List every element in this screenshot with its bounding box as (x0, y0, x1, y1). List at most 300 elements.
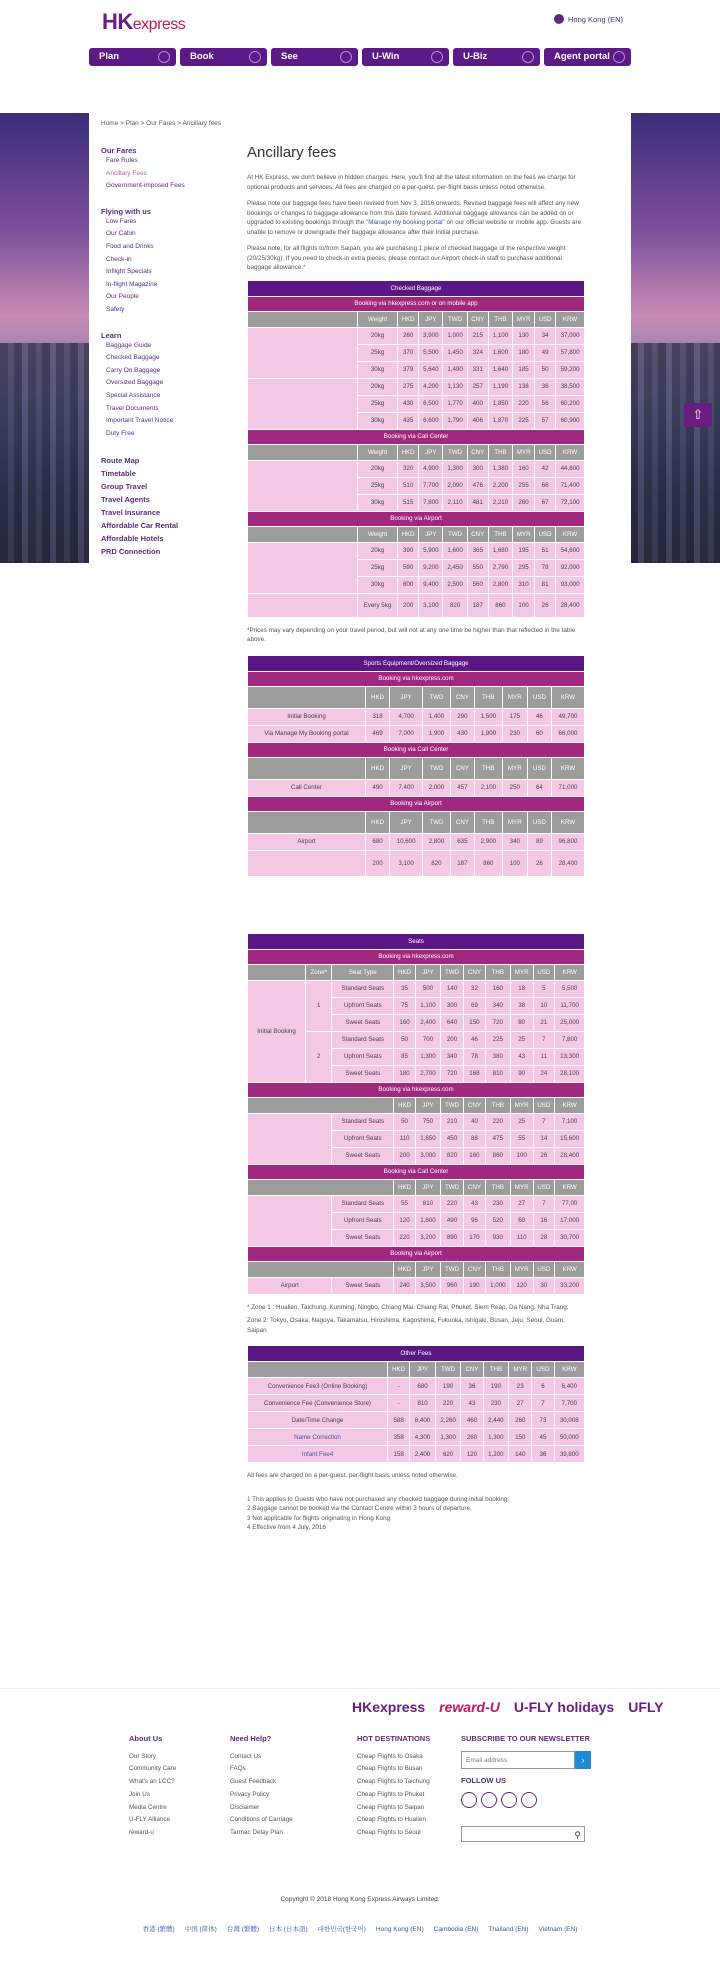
footer-link[interactable]: Contact Us (230, 1752, 262, 1760)
table-cell (248, 1362, 388, 1378)
sidebar-item[interactable]: Oversized Baggage (106, 379, 164, 387)
table-cell (248, 593, 358, 617)
sidebar-item[interactable]: Baggage Guide (106, 341, 152, 349)
table-cell: Booking via Airport (248, 796, 585, 811)
table-cell: TWD (423, 811, 451, 833)
table-cell: 5,500 (419, 344, 443, 361)
table-cell: 220 (485, 1113, 510, 1130)
table-cell: MYR (509, 1362, 532, 1378)
sidebar-item[interactable]: Inflight Specials (106, 268, 152, 276)
about-column: About Us Our Story Community Care What's an LCC? Join Us Media Centre U-FLY Alliance reward-u (129, 1733, 176, 1840)
breadcrumb: Home > Plan > Our Fares > Ancillary fees (101, 120, 222, 127)
destinations-column: HOT DESTINATIONS Cheap Flights to Osaka Cheap Flights to Busan Cheap Flights to Taichung Cheap Flights to Phuket Cheap Flights to Saipan Cheap Flights to Hualien Cheap Flights to Seoul (357, 1733, 430, 1840)
table-cell: TWD (443, 526, 467, 542)
table-cell: 1,100 (415, 997, 440, 1014)
table-cell: 9,200 (419, 559, 443, 576)
table-cell: CNY (467, 311, 488, 327)
table-cell: 28,100 (555, 1065, 585, 1082)
table-cell: 320 (398, 460, 419, 477)
table-cell: 820 (440, 1147, 463, 1164)
table-cell (248, 327, 358, 378)
table-row (248, 1195, 585, 1212)
table-cell: 50 (394, 1031, 416, 1048)
table-cell: KRW (552, 811, 585, 833)
table-cell: 36 (535, 378, 556, 395)
footer-link[interactable]: Cheap Flights to Busan (357, 1765, 423, 1773)
table-cell: 25kg (358, 559, 398, 576)
table-cell: 230 (483, 1395, 509, 1412)
table-cell: 160 (513, 460, 535, 477)
table-cell: 43 (461, 1395, 483, 1412)
language-link[interactable]: Thailand (EN) (488, 1926, 529, 1933)
footer-search-input[interactable] (461, 1826, 585, 1842)
search-icon[interactable]: ⚲ (574, 1830, 581, 1841)
footer-link[interactable]: Cheap Flights to Saipan (357, 1803, 425, 1811)
table-row (248, 811, 585, 833)
language-link[interactable]: 台灣 (繁體) (226, 1926, 259, 1933)
table-cell: Upfront Seats (332, 1048, 394, 1065)
table-cell: USD (533, 1097, 555, 1113)
table-cell (248, 526, 358, 542)
table-cell: 88 (464, 1130, 486, 1147)
table-cell: 300 (467, 460, 488, 477)
sidebar-item[interactable]: Travel Insurance (101, 508, 161, 518)
table-cell: 57,800 (556, 344, 585, 361)
sidebar-item[interactable]: Duty Free (106, 429, 135, 437)
table-cell: 810 (410, 1395, 436, 1412)
table-cell: 30,700 (555, 1229, 585, 1246)
table-cell: 45 (532, 1429, 554, 1446)
table-cell: 66,000 (552, 725, 585, 742)
table-cell: Standard Seats (332, 1031, 394, 1048)
table-cell: CNY (450, 686, 474, 708)
hkexpress-logo[interactable]: HKexpress (102, 9, 186, 34)
footnote: 1 This applies to Guests who have not purchased any checked baggage during initial booking. (247, 1495, 510, 1503)
table-cell: 50 (535, 361, 556, 378)
table-row (248, 833, 585, 850)
table-cell: 28,400 (556, 593, 585, 617)
sidebar-item[interactable]: Affordable Car Rental (101, 521, 179, 531)
nav-book[interactable]: Book (180, 48, 267, 66)
language-link[interactable]: 日本 (日本語) (268, 1926, 308, 1933)
table-cell: MYR (510, 1261, 533, 1277)
table-cell: Initial Booking (248, 708, 366, 725)
sidebar-item[interactable]: Our People (106, 293, 139, 301)
table-cell: 36 (532, 1446, 554, 1463)
table-cell: THB (485, 1179, 510, 1195)
footer-logo[interactable]: reward-U (439, 1699, 500, 1715)
table-cell: 49,700 (552, 708, 585, 725)
table-cell: 60 (527, 725, 551, 742)
table-cell: 21 (533, 1014, 555, 1031)
table-cell: 680 (366, 833, 390, 850)
table-cell: JPY (419, 526, 443, 542)
table-cell: 43 (464, 1195, 486, 1212)
table-cell: 37,000 (556, 327, 585, 344)
table-cell: 7 (533, 1113, 555, 1130)
table-cell: CNY (450, 757, 474, 779)
table-cell: JPY (415, 964, 440, 980)
wechat-icon[interactable] (521, 1792, 537, 1808)
table-cell: THB (488, 526, 512, 542)
all-fees-note: All fees are charged on a per-guest, per-flight basis unless noted otherwise. (247, 1472, 458, 1479)
sidebar-item[interactable]: Food and Drinks (106, 242, 154, 250)
sidebar-item[interactable]: Check-in (106, 255, 132, 263)
facebook-icon[interactable] (461, 1792, 477, 1808)
table-cell: 220 (440, 1195, 463, 1212)
table-row (248, 1346, 585, 1362)
table-cell: 38 (510, 997, 533, 1014)
sidebar-heading-our-fares[interactable]: Our Fares (101, 146, 137, 155)
language-links (0, 1924, 720, 1933)
table-cell: MYR (510, 1179, 533, 1195)
table-row (248, 429, 585, 444)
sidebar-item[interactable]: Timetable (101, 469, 136, 479)
table-cell: 100 (513, 593, 535, 617)
table-cell: 230 (502, 725, 527, 742)
table-cell: 1,500 (474, 708, 502, 725)
table-cell: Other Fees (248, 1346, 585, 1362)
manage-booking-link[interactable]: "Manage my booking portal" (366, 219, 445, 226)
prices-note: *Prices may vary depending on your travel period, but will not at any one time be higher than that reflected in the table above. (247, 626, 576, 643)
table-cell: 200 (440, 1031, 463, 1048)
table-cell: Sweet Seats (332, 1014, 394, 1031)
table-cell: 9,400 (419, 576, 443, 593)
table-row (248, 1277, 585, 1294)
sidebar-item[interactable]: Ancillary Fees (106, 169, 147, 177)
language-link[interactable]: 대한민국(한국어) (317, 1926, 366, 1933)
table-cell: HKD (366, 757, 390, 779)
footer-link[interactable]: Cheap Flights to Taichung (357, 1778, 430, 1786)
table-cell: 93,000 (556, 576, 585, 593)
table-cell: 130 (513, 327, 535, 344)
table-cell: 25 (510, 1031, 533, 1048)
table-cell: TWD (440, 964, 463, 980)
table-cell: 635 (450, 833, 474, 850)
table-cell: TWD (423, 757, 451, 779)
table-cell: 168 (464, 1065, 486, 1082)
table-cell: 2 (306, 1031, 332, 1082)
table-cell: 170 (464, 1229, 486, 1246)
table-cell: 6,500 (419, 395, 443, 412)
table-cell: KRW (555, 964, 585, 980)
table-cell: 27 (510, 1195, 533, 1212)
sidebar-item[interactable]: Important Travel Notice (106, 417, 174, 425)
table-row (248, 686, 585, 708)
nav-u-win[interactable]: U-Win (362, 48, 449, 66)
table-cell: JPY (410, 1362, 436, 1378)
table-cell: 28,400 (555, 1147, 585, 1164)
table-cell: 310 (513, 576, 535, 593)
table-cell: TWD (443, 311, 467, 327)
table-cell: 5,900 (419, 542, 443, 559)
footer-link[interactable]: Cheap Flights to Osaka (357, 1752, 423, 1760)
table-cell: 481 (467, 494, 488, 511)
table-cell: 890 (440, 1229, 463, 1246)
main-content (247, 144, 585, 1533)
table-cell: 2,400 (415, 1014, 440, 1031)
main-nav (89, 48, 631, 66)
nav-icon (158, 51, 170, 63)
table-cell: 215 (467, 327, 488, 344)
sidebar-item[interactable]: Our Cabin (106, 230, 136, 238)
table-cell: 1,600 (488, 344, 512, 361)
table-cell: 7 (532, 1395, 554, 1412)
subscribe-button[interactable]: › (575, 1751, 591, 1769)
table-cell: 810 (415, 1195, 440, 1212)
sidebar-item[interactable]: Government-imposed Fees (106, 182, 185, 190)
table-cell: 120 (461, 1446, 483, 1463)
table-cell: 30kg (358, 494, 398, 511)
sidebar-item[interactable]: Travel Agents (101, 495, 150, 505)
table-cell[interactable]: Name Correction (248, 1429, 388, 1446)
table-row (248, 444, 585, 460)
table-cell (248, 1195, 332, 1246)
table-cell: 140 (440, 980, 463, 997)
weibo-icon[interactable] (501, 1792, 517, 1808)
table-cell: 6,600 (419, 412, 443, 429)
sidebar-item[interactable]: Group Travel (101, 482, 148, 492)
footer-link[interactable]: Cheap Flights to Seoul (357, 1828, 421, 1836)
table-cell: 1,190 (488, 378, 512, 395)
footer-link[interactable]: Cheap Flights to Hualien (357, 1816, 426, 1824)
footer-link[interactable]: Community Care (129, 1765, 177, 1773)
table-cell: KRW (552, 686, 585, 708)
table-cell: 30 (533, 1277, 555, 1294)
instagram-icon[interactable] (481, 1792, 497, 1808)
table-cell: 4,300 (410, 1429, 436, 1446)
footer-link[interactable]: Guest Feedback (230, 1778, 277, 1786)
table-cell: 460 (461, 1412, 483, 1429)
sidebar-item[interactable]: Affordable Hotels (101, 534, 164, 544)
footer-link[interactable]: Tarmac Delay Plan (230, 1828, 283, 1836)
footer-link[interactable]: Join Us (129, 1790, 150, 1798)
language-link[interactable]: Cambodia (EN) (433, 1926, 479, 1933)
table-cell: 510 (398, 477, 419, 494)
table-cell: HKD (394, 1179, 416, 1195)
table-cell: 2,800 (423, 833, 451, 850)
table-cell: Weight (358, 311, 398, 327)
table-cell: MYR (502, 811, 527, 833)
table-cell: 230 (485, 1195, 510, 1212)
table-cell: THB (485, 1097, 510, 1113)
table-cell: USD (533, 1261, 555, 1277)
table-cell: 5 (533, 980, 555, 997)
table-cell: MYR (513, 311, 535, 327)
table-cell: JPY (415, 1097, 440, 1113)
table-cell: 225 (485, 1031, 510, 1048)
table-cell: Standard Seats (332, 980, 394, 997)
table-cell: Booking via hkexpress.com (248, 671, 585, 686)
table-cell: KRW (556, 444, 585, 460)
language-selector[interactable]: Hong Kong (EN) (554, 14, 623, 24)
table-cell: 2,210 (488, 494, 512, 511)
table-cell: Date/Time Change (248, 1412, 388, 1429)
table-row (248, 980, 585, 997)
table-cell: USD (533, 964, 555, 980)
table-cell: 71,000 (552, 779, 585, 796)
table-cell: 55 (510, 1130, 533, 1147)
footer-link[interactable]: U-FLY Alliance (129, 1816, 171, 1824)
table-cell (248, 964, 306, 980)
table-row (248, 757, 585, 779)
table-cell: 4,200 (419, 378, 443, 395)
table-cell: 7 (533, 1195, 555, 1212)
nav-agent-portal[interactable]: Agent portal (544, 48, 631, 66)
table-row (248, 542, 585, 559)
table-cell (248, 850, 366, 876)
table-cell: 56 (535, 395, 556, 412)
sidebar-heading-flying[interactable]: Flying with us (101, 206, 151, 216)
table-cell: 3,100 (419, 593, 443, 617)
table-cell: 78 (464, 1048, 486, 1065)
table-cell: 1,600 (443, 542, 467, 559)
table-cell: 54,600 (556, 542, 585, 559)
table-cell: 1,900 (423, 725, 451, 742)
table-row (248, 327, 585, 344)
table-cell: 3,900 (419, 327, 443, 344)
footer-link[interactable]: FAQs (230, 1765, 246, 1773)
table-cell: 600 (398, 576, 419, 593)
footer-link[interactable]: Disclaimer (230, 1803, 260, 1811)
sidebar-item[interactable]: Checked Baggage (106, 354, 160, 362)
table-cell: USD (535, 444, 556, 460)
table-cell: 810 (485, 1065, 510, 1082)
table-cell: 120 (510, 1277, 533, 1294)
nav-icon (522, 51, 534, 63)
table-cell: 7,700 (554, 1395, 584, 1412)
table-cell: Call Center (248, 779, 366, 796)
table-cell: - (388, 1378, 410, 1395)
table-cell: 1,870 (488, 412, 512, 429)
sidebar-heading-learn[interactable]: Learn (101, 330, 122, 340)
nav-icon (431, 51, 443, 63)
table-cell: 23 (509, 1378, 532, 1395)
footer-logo[interactable]: HKexpress (352, 1699, 426, 1715)
scroll-top-button[interactable]: ⇧ (684, 403, 712, 427)
table-cell: KRW (556, 526, 585, 542)
table-row (248, 708, 585, 725)
intro-paragraph: At HK Express, we don't believe in hidden charges. Here, you'll find all the latest information on the fees we charge for optional products and services. All fees are charged on a per-guest, per-flight basis unless noted otherwise. (247, 174, 576, 191)
seats-table (247, 933, 585, 1295)
table-cell (248, 444, 358, 460)
table-cell: MYR (513, 526, 535, 542)
table-cell: 370 (398, 344, 419, 361)
footer-logo[interactable]: U-FLY holidays (513, 1699, 615, 1715)
sidebar-item[interactable]: In-flight Magazine (106, 280, 158, 288)
nav-u-biz[interactable]: U-Biz (453, 48, 540, 66)
email-input[interactable]: Email address (461, 1751, 575, 1769)
table-cell: Booking via Call Center (248, 1164, 585, 1179)
footer-link[interactable]: Conditions of Carriage (230, 1816, 293, 1824)
other-fees-table (247, 1345, 585, 1463)
table-cell: JPY (419, 311, 443, 327)
table-row (248, 725, 585, 742)
table-cell[interactable]: Infant Fee4 (248, 1446, 388, 1463)
table-cell: 150 (509, 1429, 532, 1446)
table-cell (248, 811, 366, 833)
table-cell: 10,600 (390, 833, 423, 850)
sidebar-item[interactable]: Route Map (101, 456, 140, 466)
table-cell: 160 (464, 1147, 486, 1164)
footer-link[interactable]: reward-u (129, 1828, 154, 1836)
table-cell: 1 (306, 980, 332, 1031)
sidebar-item[interactable]: Fare Rules (106, 157, 138, 164)
footer-link[interactable]: Media Centre (129, 1803, 167, 1811)
footer-logo[interactable]: UFLY (628, 1699, 664, 1715)
table-cell: Booking via Call Center (248, 429, 585, 444)
table-cell: TWD (443, 444, 467, 460)
table-cell: MYR (502, 686, 527, 708)
footer-link[interactable]: Cheap Flights to Phuket (357, 1790, 425, 1798)
sidebar-item[interactable]: PRD Connection (101, 547, 161, 557)
footnote: 4 Effective from 4 July, 2016 (247, 1524, 326, 1531)
table-cell: CNY (467, 444, 488, 460)
table-cell: 430 (398, 395, 419, 412)
table-cell: 680 (410, 1378, 436, 1395)
table-cell: Every 5kg (358, 593, 398, 617)
nav-icon (340, 51, 352, 63)
table-row (248, 378, 585, 395)
table-cell: 50 (394, 1113, 416, 1130)
table-cell: 358 (388, 1429, 410, 1446)
table-cell: 2,100 (474, 779, 502, 796)
table-cell: 25kg (358, 344, 398, 361)
table-cell: KRW (556, 311, 585, 327)
table-cell: Initial Booking (248, 980, 306, 1082)
table-cell: USD (532, 1362, 554, 1378)
table-cell: KRW (554, 1362, 584, 1378)
globe-icon (554, 14, 564, 24)
nav-plan[interactable]: Plan (89, 48, 176, 66)
sidebar-item[interactable]: Special Assistance (106, 391, 161, 399)
language-link[interactable]: 中国 (简体) (184, 1926, 217, 1933)
table-cell: 1,130 (443, 378, 467, 395)
footer-link[interactable]: Privacy Policy (230, 1790, 270, 1798)
table-cell: 2,400 (410, 1446, 436, 1463)
table-cell: 35 (394, 980, 416, 997)
sidebar-item[interactable]: Low Fares (106, 217, 137, 225)
table-cell: 3,000 (415, 1147, 440, 1164)
table-cell: 34 (535, 327, 556, 344)
sidebar-item[interactable]: Travel Documents (106, 404, 159, 412)
nav-see[interactable]: See (271, 48, 358, 66)
language-link[interactable]: 香港 (繁體) (142, 1926, 175, 1933)
table-cell: 180 (513, 344, 535, 361)
table-cell: 71,400 (556, 477, 585, 494)
table-cell: 2,000 (423, 779, 451, 796)
table-row (248, 280, 585, 296)
language-link[interactable]: Hong Kong (EN) (375, 1926, 424, 1933)
table-cell: TWD (435, 1362, 461, 1378)
table-row (248, 779, 585, 796)
table-cell: 75 (394, 997, 416, 1014)
sidebar-item[interactable]: Safety (106, 305, 125, 313)
footer-link[interactable]: What's an LCC? (129, 1778, 175, 1786)
table-cell: 160 (394, 1014, 416, 1031)
sidebar-item[interactable]: Carry On Baggage (106, 366, 161, 374)
table-cell: 860 (474, 850, 502, 876)
table-cell: 257 (467, 378, 488, 395)
language-link[interactable]: Vietnam (EN) (538, 1926, 578, 1933)
table-cell: JPY (390, 686, 423, 708)
table-cell: 1,200 (483, 1446, 509, 1463)
table-cell: 331 (467, 361, 488, 378)
table-cell: 150 (464, 1014, 486, 1031)
footer-link[interactable]: Our Story (129, 1752, 156, 1760)
table-cell: HKD (398, 526, 419, 542)
table-cell: 90 (510, 1065, 533, 1082)
